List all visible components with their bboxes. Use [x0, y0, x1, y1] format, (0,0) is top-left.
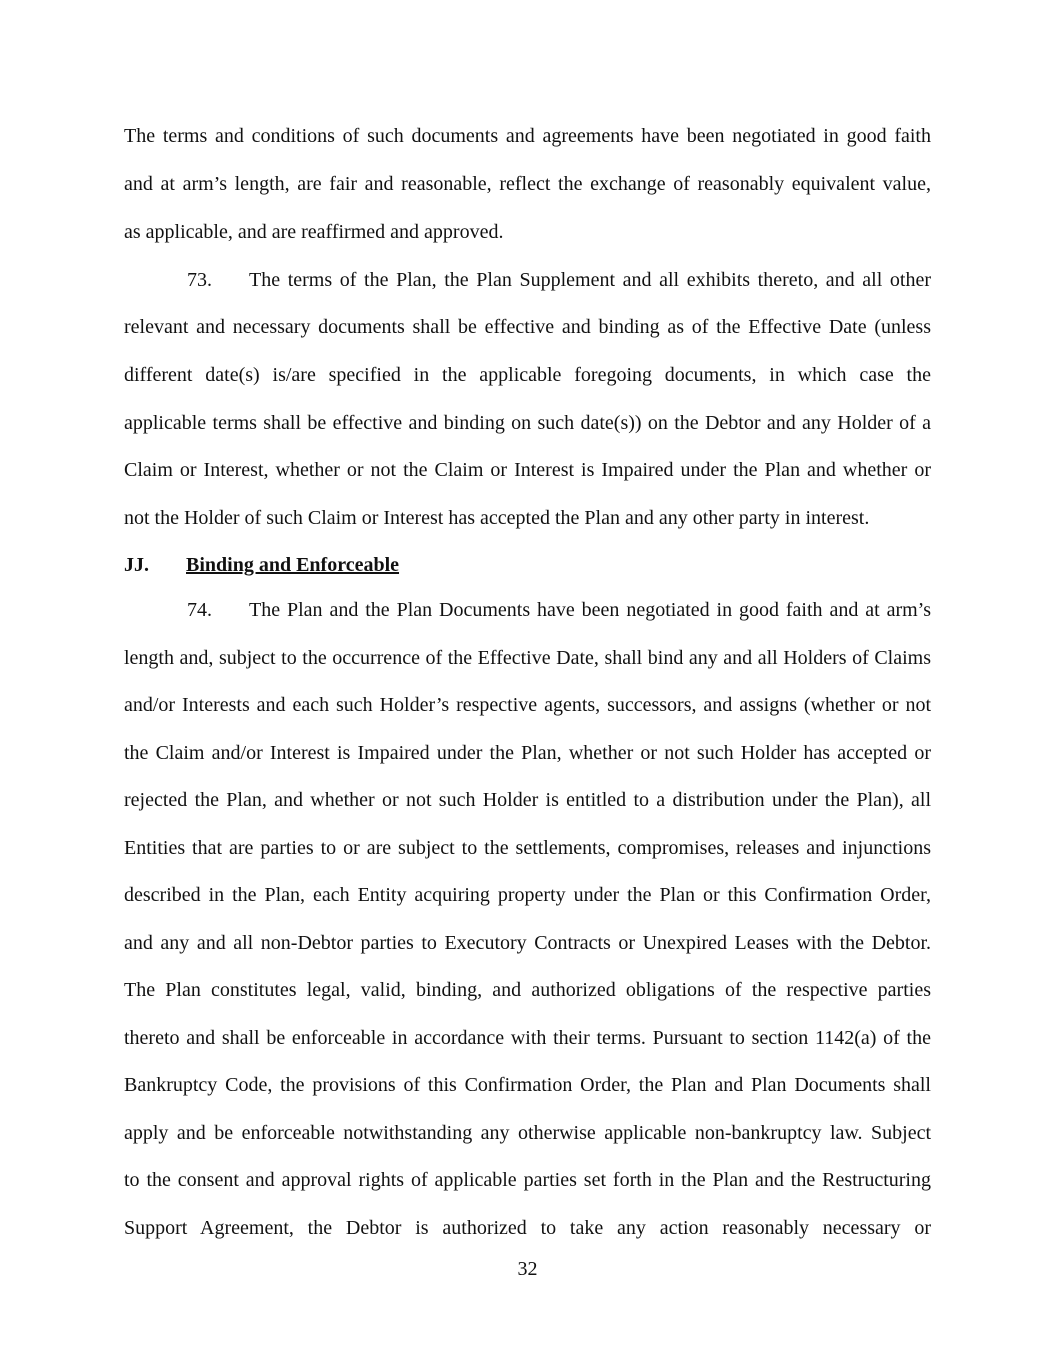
body-line: rejected the Plan, and whether or not such Holder is entitled to a distribution under the Plan), all [124, 789, 931, 811]
body-line: Entities that are parties to or are subject to the settlements, compromises, releases and injunctions [124, 837, 931, 859]
body-line: different date(s) is/are specified in the applicable foregoing documents, in which case the [124, 364, 931, 386]
body-line: to the consent and approval rights of applicable parties set forth in the Plan and the Restructuring [124, 1169, 931, 1191]
body-line: and/or Interests and each such Holder’s respective agents, successors, and assigns (whether or not [124, 694, 931, 716]
body-line: length and, subject to the occurrence of the Effective Date, shall bind any and all Holders of Claims [124, 647, 931, 669]
body-line: The Plan constitutes legal, valid, binding, and authorized obligations of the respective parties [124, 979, 931, 1001]
paragraph-number: 74. [187, 599, 212, 621]
body-line: as applicable, and are reaffirmed and approved. [124, 221, 504, 243]
section-heading [124, 553, 399, 577]
section-number: JJ. [124, 554, 149, 576]
body-text: The Plan and the Plan Documents have been negotiated in good faith and at arm’s [249, 599, 931, 621]
body-line: apply and be enforceable notwithstanding any otherwise applicable non-bankruptcy law. Subject [124, 1122, 931, 1144]
body-line: and any and all non-Debtor parties to Executory Contracts or Unexpired Leases with the Debtor. [124, 932, 931, 954]
body-line: the Claim and/or Interest is Impaired under the Plan, whether or not such Holder has accepted or [124, 742, 931, 764]
paragraph-73-first-line [124, 268, 931, 292]
body-line: Support Agreement, the Debtor is authorized to take any action reasonably necessary or [124, 1217, 931, 1239]
body-line: not the Holder of such Claim or Interest has accepted the Plan and any other party in interest. [124, 507, 870, 529]
page-number: 32 [517, 1258, 538, 1280]
body-line: The terms and conditions of such documents and agreements have been negotiated in good faith [124, 125, 931, 147]
body-line: Claim or Interest, whether or not the Claim or Interest is Impaired under the Plan and whether or [124, 459, 931, 481]
body-line: described in the Plan, each Entity acquiring property under the Plan or this Confirmation Order, [124, 884, 931, 906]
body-line: relevant and necessary documents shall be effective and binding as of the Effective Date (unless [124, 316, 931, 338]
paragraph-number: 73. [187, 269, 212, 291]
section-title: Binding and Enforceable [186, 554, 400, 576]
body-line: and at arm’s length, are fair and reasonable, reflect the exchange of reasonably equivalent value, [124, 173, 931, 195]
body-line: Bankruptcy Code, the provisions of this Confirmation Order, the Plan and Plan Documents shall [124, 1074, 931, 1096]
body-text: The terms of the Plan, the Plan Supplement and all exhibits thereto, and all other [249, 269, 931, 291]
body-line: applicable terms shall be effective and binding on such date(s)) on the Debtor and any Holder of a [124, 412, 931, 434]
body-line: thereto and shall be enforceable in accordance with their terms. Pursuant to section 1142(a) of the [124, 1027, 931, 1049]
paragraph-74-first-line [124, 598, 931, 622]
